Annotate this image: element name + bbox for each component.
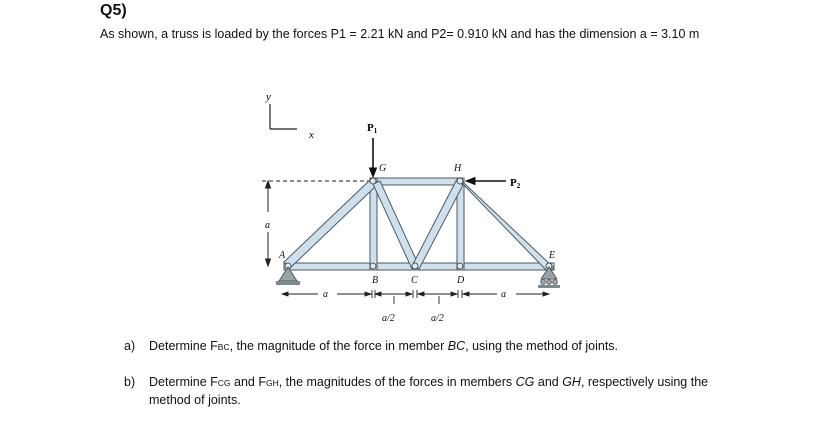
truss-members [284,178,554,272]
node-label-D: D [457,275,465,286]
member-BG [370,178,377,270]
part-b-text: Determine FCG and FGH, the magnitudes of the forces in members CG and GH, respectively using the method of joints. [149,375,709,407]
joint-C [412,263,418,269]
part-a [124,338,744,356]
axes [270,104,297,129]
node-label-A: A [279,250,286,261]
force-p2-label: P2 [510,177,521,190]
joint-D [457,263,463,269]
axis-x-label: x [309,129,314,141]
node-label-G: G [379,163,387,174]
question-number: Q5) [100,2,127,19]
node-label-H: H [454,163,462,174]
joint-H [457,178,463,184]
member-GC [373,181,419,269]
node-label-E: E [549,250,556,261]
force-p2-arrow [466,178,506,185]
joint-B [370,263,376,269]
half-dim-label-2: a/2 [431,313,444,324]
half-dim-label-1: a/2 [382,313,395,324]
member-CH [412,181,463,269]
member-AG [284,180,376,268]
member-HE [459,180,554,272]
force-p1-label: P1 [367,122,378,135]
height-dim-label: a [265,220,270,231]
right-dim-label: a [501,289,506,300]
part-b-tag: b) [124,375,136,389]
node-label-C: C [411,275,418,286]
axis-y-label: y [266,91,271,103]
part-b [124,374,744,409]
joint-G [370,178,376,184]
force-p1-arrow [370,138,377,177]
problem-statement: As shown, a truss is loaded by the forces P1 = 2.21 kN and P2= 0.910 kN and has the dimension a = 3.10 m [100,27,700,41]
node-label-B: B [372,275,379,286]
part-a-text: Determine FBC, the magnitude of the force in member BC, using the method of joints. [149,339,619,353]
left-dim-label: a [323,289,328,300]
member-GH [373,178,463,185]
part-a-tag: a) [124,339,136,353]
